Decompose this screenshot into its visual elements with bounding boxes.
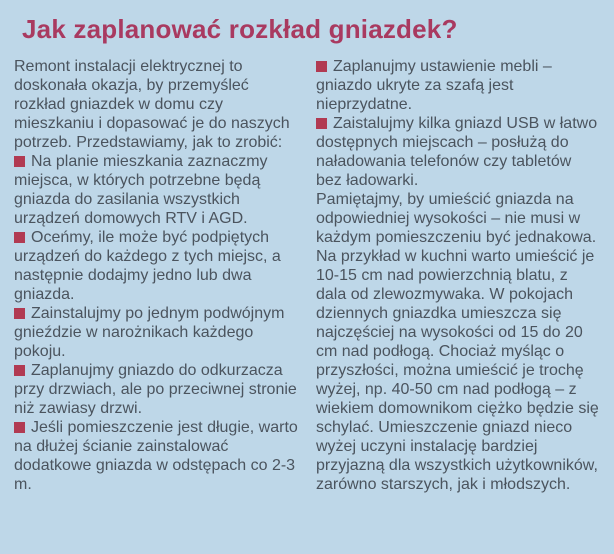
article-columns: [14, 57, 600, 494]
right-column: [316, 57, 600, 494]
list-item: [14, 304, 298, 361]
list-item-text: Na planie mieszkania zaznaczmy miejsca, w których potrzebne będą gniazda do zasilania wszystkich urządzeń domowych RTV i AGD.: [14, 153, 268, 227]
square-bullet-icon: [14, 422, 25, 433]
square-bullet-icon: [316, 118, 327, 129]
closing-paragraph: Pamiętajmy, by umieścić gniazda na odpowiedniej wysokości – nie musi w każdym pomieszczeniu być jednakowa. Na przykład w kuchni warto umieścić je 10-15 cm nad powierzchnią blatu, z dala od zlewozmywaka. W pokojach dziennych gniazdka umieszcza się najczęściej na wysokości od 15 do 20 cm nad podłogą. Chociaż myśląc o przyszłości, można umieścić je trochę wyżej, np. 40-50 cm nad podłogą – z wiekiem domownikom ciężko będzie się schylać. Umieszczenie gniazd nieco wyżej uczyni instalację bardziej przyjazną dla wszystkich użytkowników, zarówno starszych, jak i młodszych.: [316, 191, 599, 493]
square-bullet-icon: [14, 232, 25, 243]
left-column: [14, 57, 298, 494]
list-item-text: Jeśli pomieszczenie jest długie, warto na dłużej ścianie zainstalować dodatkowe gniazda w odstępach co 2-3 m.: [14, 419, 298, 493]
article-title: Jak zaplanować rozkład gniazdek?: [22, 14, 458, 44]
list-item-text: Zainstalujmy po jednym podwójnym gnieździe w narożnikach każdego pokoju.: [14, 305, 285, 360]
list-item: [14, 361, 298, 418]
intro-paragraph: Remont instalacji elektrycznej to doskonała okazja, by przemyśleć rozkład gniazdek w domu czy mieszkaniu i dopasować je do naszych potrzeb. Przedstawiamy, jak to zrobić:: [14, 58, 290, 151]
list-item-text: Oceńmy, ile może być podpiętych urządzeń do każdego z tych miejsc, a następnie dodajmy jedno lub dwa gniazda.: [14, 229, 281, 303]
list-item-text: Zaplanujmy gniazdo do odkurzacza przy drzwiach, ale po przeciwnej stronie niż zawiasy drzwi.: [14, 362, 297, 417]
list-item: [316, 114, 600, 190]
list-item-text: Zaplanujmy ustawienie mebli – gniazdo ukryte za szafą jest nieprzydatne.: [316, 58, 552, 113]
list-item: [316, 57, 600, 114]
square-bullet-icon: [14, 365, 25, 376]
list-item: [14, 418, 298, 494]
square-bullet-icon: [14, 308, 25, 319]
list-item: [14, 228, 298, 304]
list-item-text: Zaistalujmy kilka gniazd USB w łatwo dostępnych miejscach – posłużą do naładowania telefonów czy tabletów bez ładowarki.: [316, 115, 598, 189]
list-item: [14, 152, 298, 228]
square-bullet-icon: [316, 61, 327, 72]
square-bullet-icon: [14, 156, 25, 167]
